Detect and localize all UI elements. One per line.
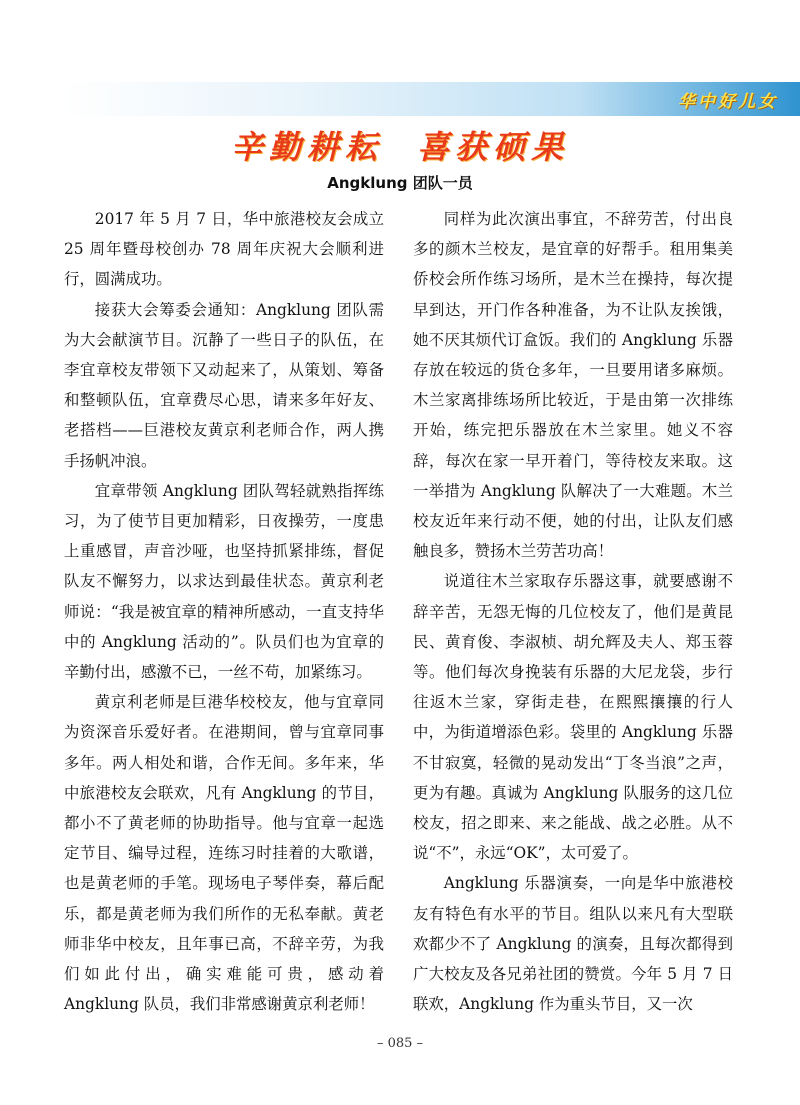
paragraph: 同样为此次演出事宜，不辞劳苦，付出良多的颜木兰校友，是宜章的好帮手。租用集美侨校会所作练习场所，是木兰在操持，每次提早到达，开门作各种准备，为不让队友挨饿，她不厌其烦代订盒饭。我们的 Angklung 乐器存放在较远的货仓多年，一旦要用诸多麻烦。木兰家离排练场所比较近，于是由第一次排练开始，练完把乐器放在木兰家里。她义不容辞，每次在家一早开着门，等待校友来取。这一举措为 Angklung 队解决了一大难题。木兰校友近年来行动不便，她的付出，让队友们感触良多，赞扬木兰劳苦功高！ — [413, 210, 733, 561]
article-title: 辛勤耕耘 喜获硕果 — [230, 128, 570, 166]
section-header-band — [60, 82, 800, 116]
paragraph: 接获大会筹委会通知：Angklung 团队需为大会献演节目。沉静了一些日子的队伍，在李宜章校友带领下又动起来了，从策划、筹备和整顿队伍，宜章费尽心思，请来多年好友、老搭档——巨港校友黄京利老师合作，两人携手扬帆冲浪。 — [64, 300, 384, 470]
section-label: 华中好儿女 — [678, 92, 778, 112]
paragraph: 2017 年 5 月 7 日，华中旅港校友会成立 25 周年暨母校创办 78 周年庆祝大会顺利进行，圆满成功。 — [64, 210, 384, 289]
page-number: – 085 – — [376, 1036, 424, 1051]
paragraph: 宜章带领 Angklung 团队驾轻就熟指挥练习，为了使节目更加精彩，日夜操劳，一度患上重感冒，声音沙哑，也坚持抓紧排练，督促队友不懈努力，以求达到最佳状态。黄京利老师说：“我是被宜章的精神所感动，一直支持华中的 Angklung 活动的”。队员们也为宜章的辛勤付出，感激不已，一丝不苟，加紧练习。 — [64, 481, 384, 682]
left-column — [64, 204, 384, 1019]
paragraph: Angklung 乐器演奏，一向是华中旅港校友有特色有水平的节目。组队以来凡有大型联欢都少不了 Angklung 的演奏，且每次都得到广大校友及各兄弟社团的赞赏。今年 5 月 7 日联欢，Angklung 作为重头节目，又一次 — [413, 874, 733, 1014]
paragraph: 说道往木兰家取存乐器这事，就要感谢不辞辛苦，无怨无悔的几位校友了，他们是黄昆民、黄育俊、李淑桢、胡允辉及夫人、郑玉蓉等。他们每次身挽装有乐器的大尼龙袋，步行往返木兰家，穿街走巷，在熙熙攘攘的行人中，为街道增添色彩。袋里的 Angklung 乐器不甘寂寞，轻微的晃动发出“丁冬当浪”之声，更为有趣。真诚为 Angklung 队服务的这几位校友，招之即来、来之能战、战之必胜。从不说“不”，永远“OK”，太可爱了。 — [413, 572, 733, 863]
article-author: Angklung 团队一员 — [327, 174, 473, 192]
paragraph: 黄京利老师是巨港华校校友，他与宜章同为资深音乐爱好者。在港期间，曾与宜章同事多年。两人相处和谐，合作无间。多年来，华中旅港校友会联欢，凡有 Angklung 的节目，都小不了黄老师的协助指导。他与宜章一起选定节目、编导过程，连练习时挂着的大歌谱，也是黄老师的手笔。现场电子琴伴奏，幕后配乐，都是黄老师为我们所作的无私奉献。黄老师非华中校友，且年事已高，不辞辛劳，为我们如此付出，确实难能可贵，感动着 Angklung 队员，我们非常感谢黄京利老师！ — [64, 693, 384, 1014]
right-column — [413, 204, 733, 1019]
